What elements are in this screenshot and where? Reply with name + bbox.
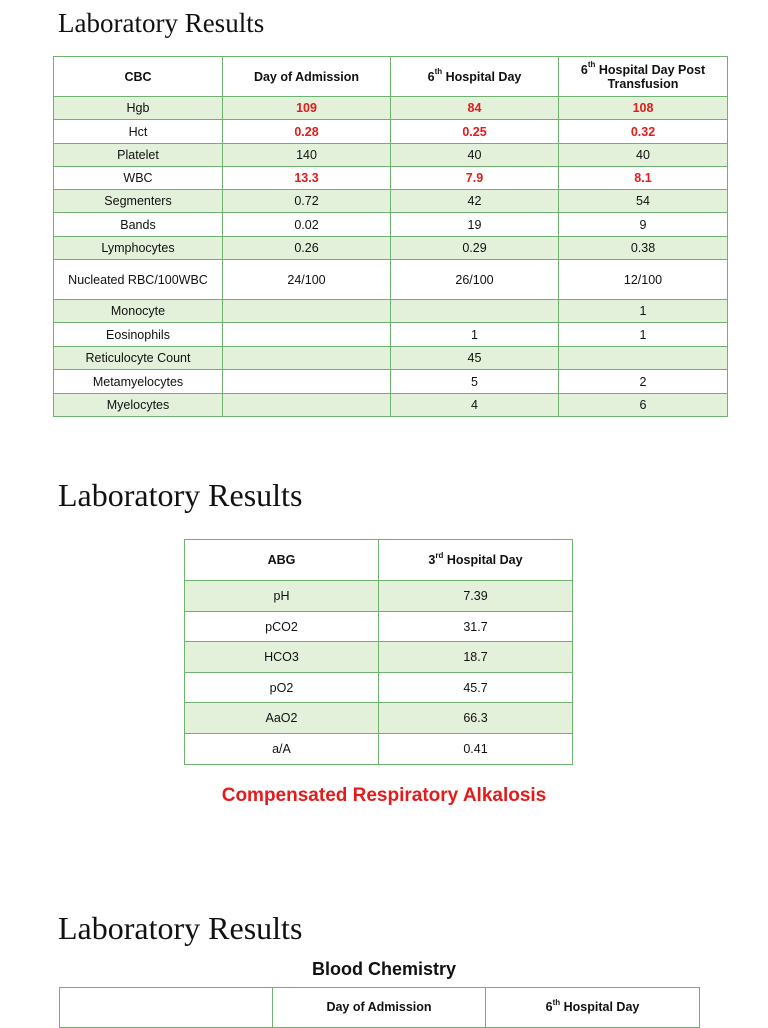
table-cell: 2 — [559, 370, 728, 394]
table-cell: 18.7 — [379, 642, 573, 673]
table-cell: 4 — [391, 394, 559, 417]
table-cell: 0.25 — [391, 120, 559, 144]
table-cell: 66.3 — [379, 703, 573, 734]
table-header-row — [185, 540, 573, 581]
table-cell: 0.32 — [559, 120, 728, 144]
row-label: Nucleated RBC/100WBC — [54, 260, 223, 300]
table-cell: 109 — [223, 97, 391, 120]
row-label: pCO2 — [185, 612, 379, 642]
page-title: Laboratory Results — [58, 477, 303, 513]
table-row — [185, 734, 573, 765]
table-cell: 9 — [559, 213, 728, 237]
table-cell: 24/100 — [223, 260, 391, 300]
column-header: 6th Hospital Day Post Transfusion — [559, 57, 728, 97]
table-cell: 1 — [559, 300, 728, 323]
table-row — [54, 323, 728, 347]
table-row — [185, 642, 573, 673]
row-label: Hgb — [54, 97, 223, 120]
row-label: Monocyte — [54, 300, 223, 323]
table-cell: 42 — [391, 190, 559, 213]
table-cell: 40 — [391, 144, 559, 167]
column-header: CBC — [54, 57, 223, 97]
table-row — [185, 581, 573, 612]
table-cell — [559, 347, 728, 370]
row-label: HCO3 — [185, 642, 379, 673]
column-header: 6th Hospital Day — [391, 57, 559, 97]
row-label: Lymphocytes — [54, 237, 223, 260]
table-cell — [223, 323, 391, 347]
table-cell: 31.7 — [379, 612, 573, 642]
table-row — [54, 144, 728, 167]
table-row — [54, 120, 728, 144]
page-title: Laboratory Results — [58, 910, 303, 946]
table-cell: 13.3 — [223, 167, 391, 190]
table-cell: 84 — [391, 97, 559, 120]
row-label: pH — [185, 581, 379, 612]
row-label: Metamyelocytes — [54, 370, 223, 394]
table-row — [185, 673, 573, 703]
table-cell: 54 — [559, 190, 728, 213]
table-cell: 0.26 — [223, 237, 391, 260]
row-label: WBC — [54, 167, 223, 190]
table-cell: 5 — [391, 370, 559, 394]
column-header: Day of Admission — [273, 988, 486, 1028]
table-row — [54, 260, 728, 300]
table-cell — [223, 370, 391, 394]
table-cell: 12/100 — [559, 260, 728, 300]
table-cell: 0.28 — [223, 120, 391, 144]
row-label: Segmenters — [54, 190, 223, 213]
table-cell: 0.29 — [391, 237, 559, 260]
table-row — [54, 213, 728, 237]
table-header-row — [54, 57, 728, 97]
abg-table — [184, 539, 573, 765]
table-cell: 40 — [559, 144, 728, 167]
row-label: Reticulocyte Count — [54, 347, 223, 370]
interpretation-text: Compensated Respiratory Alkalosis — [221, 785, 547, 806]
row-label: Bands — [54, 213, 223, 237]
table-cell: 0.02 — [223, 213, 391, 237]
blood-chemistry-table — [59, 987, 700, 1028]
table-cell: 108 — [559, 97, 728, 120]
row-label: a/A — [185, 734, 379, 765]
table-cell: 8.1 — [559, 167, 728, 190]
table-row — [185, 703, 573, 734]
table-row — [54, 300, 728, 323]
row-label: Hct — [54, 120, 223, 144]
table-row — [54, 190, 728, 213]
table-cell — [391, 300, 559, 323]
table-row — [54, 370, 728, 394]
table-cell: 26/100 — [391, 260, 559, 300]
table-cell: 45 — [391, 347, 559, 370]
column-header: Day of Admission — [223, 57, 391, 97]
table-cell — [223, 347, 391, 370]
column-header — [60, 988, 273, 1028]
table-cell: 6 — [559, 394, 728, 417]
table-header-row — [60, 988, 700, 1028]
column-header: 3rd Hospital Day — [379, 540, 573, 581]
table-row — [54, 394, 728, 417]
row-label: pO2 — [185, 673, 379, 703]
row-label: AaO2 — [185, 703, 379, 734]
column-header: 6th Hospital Day — [486, 988, 700, 1028]
table-row — [54, 347, 728, 370]
table-cell: 0.72 — [223, 190, 391, 213]
table-cell: 19 — [391, 213, 559, 237]
table-caption: Blood Chemistry — [311, 959, 457, 979]
table-row — [54, 237, 728, 260]
table-cell: 7.9 — [391, 167, 559, 190]
table-cell: 1 — [391, 323, 559, 347]
table-cell — [223, 394, 391, 417]
table-cell: 7.39 — [379, 581, 573, 612]
table-row — [185, 612, 573, 642]
table-cell — [223, 300, 391, 323]
table-cell: 45.7 — [379, 673, 573, 703]
table-cell: 0.38 — [559, 237, 728, 260]
table-cell: 1 — [559, 323, 728, 347]
table-row — [54, 167, 728, 190]
table-row — [54, 97, 728, 120]
row-label: Myelocytes — [54, 394, 223, 417]
table-cell: 140 — [223, 144, 391, 167]
table-cell: 0.41 — [379, 734, 573, 765]
row-label: Platelet — [54, 144, 223, 167]
column-header: ABG — [185, 540, 379, 581]
cbc-table — [53, 56, 728, 417]
page-title: Laboratory Results — [58, 8, 265, 38]
row-label: Eosinophils — [54, 323, 223, 347]
